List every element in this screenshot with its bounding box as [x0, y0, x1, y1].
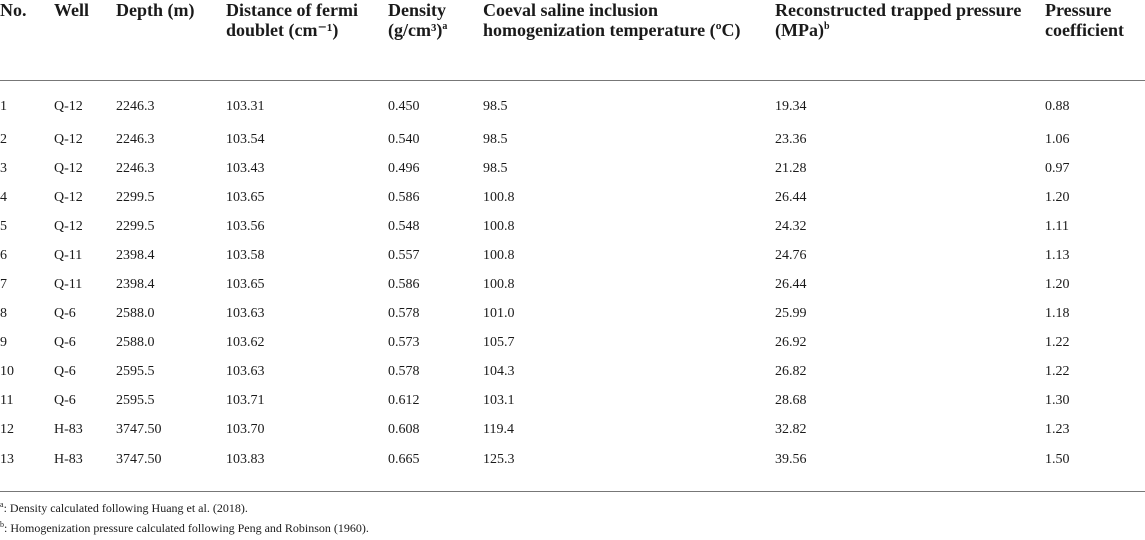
- cell-well: Q-12: [54, 189, 83, 205]
- cell-temperature: 105.7: [483, 334, 515, 350]
- table-bottom-rule: [0, 491, 1145, 492]
- cell-no: 12: [0, 421, 14, 437]
- cell-no: 13: [0, 452, 14, 467]
- cell-density: 0.665: [388, 452, 420, 467]
- cell-pressure-coefficient: 1.13: [1045, 247, 1070, 263]
- footnote-text: : Homogenization pressure calculated following Peng and Robinson (1960).: [4, 521, 369, 535]
- cell-pressure-coefficient: 1.23: [1045, 421, 1070, 437]
- cell-well: Q-6: [54, 363, 76, 379]
- cell-pressure: 24.76: [775, 247, 807, 263]
- cell-pressure-coefficient: 1.22: [1045, 334, 1070, 350]
- cell-temperature: 98.5: [483, 131, 508, 147]
- header-no: No.: [0, 0, 54, 81]
- footnotes: [0, 498, 1145, 538]
- cell-depth: 2588.0: [116, 305, 155, 321]
- cell-depth: 2246.3: [116, 99, 155, 114]
- footnote-marker-a: a: [442, 21, 448, 32]
- cell-pressure: 23.36: [775, 131, 807, 147]
- table-row: [0, 386, 1145, 415]
- cell-temperature: 100.8: [483, 218, 515, 234]
- cell-depth: 2398.4: [116, 276, 155, 292]
- footnote-b: [0, 518, 1145, 538]
- cell-fermi-doublet: 103.83: [226, 452, 265, 467]
- cell-density: 0.586: [388, 276, 420, 292]
- table-row: [0, 212, 1145, 241]
- cell-well: Q-11: [54, 247, 83, 263]
- table-row: [0, 154, 1145, 183]
- cell-well: Q-12: [54, 218, 83, 234]
- cell-temperature: 104.3: [483, 363, 515, 379]
- cell-fermi-doublet: 103.70: [226, 421, 265, 437]
- cell-well: Q-6: [54, 392, 76, 408]
- header-well: Well: [54, 0, 116, 81]
- cell-no: 10: [0, 363, 14, 379]
- cell-density: 0.578: [388, 305, 420, 321]
- cell-well: Q-6: [54, 305, 76, 321]
- cell-temperature: 103.1: [483, 392, 515, 408]
- cell-well: H-83: [54, 421, 83, 437]
- cell-no: 5: [0, 218, 7, 234]
- cell-no: 4: [0, 189, 7, 205]
- table-row: [0, 125, 1145, 154]
- cell-no: 1: [0, 99, 7, 114]
- cell-depth: 2595.5: [116, 363, 155, 379]
- table-row: [0, 270, 1145, 299]
- cell-no: 7: [0, 276, 7, 292]
- cell-pressure-coefficient: 1.20: [1045, 189, 1070, 205]
- header-density: Density $(g/cm^3)^a$: [388, 0, 483, 81]
- cell-density: 0.573: [388, 334, 420, 350]
- cell-pressure: 26.82: [775, 363, 807, 379]
- cell-pressure-coefficient: 1.20: [1045, 276, 1070, 292]
- cell-temperature: 119.4: [483, 421, 514, 437]
- cell-temperature: 100.8: [483, 247, 515, 263]
- table-row: [0, 81, 1145, 126]
- cell-temperature: 98.5: [483, 160, 508, 176]
- cell-no: 6: [0, 247, 7, 263]
- cell-pressure-coefficient: 1.18: [1045, 305, 1070, 321]
- cell-no: 11: [0, 392, 14, 408]
- cell-pressure: 26.44: [775, 189, 807, 205]
- table-row: [0, 299, 1145, 328]
- header-depth: Depth (m): [116, 0, 226, 81]
- cell-fermi-doublet: 103.56: [226, 218, 265, 234]
- cell-density: 0.612: [388, 392, 420, 408]
- cell-fermi-doublet: 103.54: [226, 131, 265, 147]
- table-row: [0, 328, 1145, 357]
- cell-pressure: 21.28: [775, 160, 807, 176]
- cell-no: 2: [0, 131, 7, 147]
- cell-depth: 3747.50: [116, 452, 162, 467]
- cell-density: 0.557: [388, 247, 420, 263]
- cell-pressure: 26.92: [775, 334, 807, 350]
- table-row: [0, 415, 1145, 444]
- header-trapped-pressure: Reconstructed trapped pressure (MPa)$^b$: [775, 0, 1045, 81]
- header-fermi-doublet: Distance of fermi doublet (cm⁻¹): [226, 0, 388, 81]
- cell-density: 0.548: [388, 218, 420, 234]
- cell-pressure: 19.34: [775, 99, 807, 114]
- cell-pressure: 26.44: [775, 276, 807, 292]
- cell-pressure-coefficient: 1.22: [1045, 363, 1070, 379]
- cell-pressure-coefficient: 1.30: [1045, 392, 1070, 408]
- footnote-a: [0, 498, 1145, 518]
- cell-pressure: 32.82: [775, 421, 807, 437]
- cell-well: Q-12: [54, 99, 83, 114]
- cell-fermi-doublet: 103.43: [226, 160, 265, 176]
- footnote-marker-b: b: [823, 21, 830, 32]
- cell-pressure-coefficient: 1.11: [1045, 218, 1069, 234]
- cell-well: Q-12: [54, 131, 83, 147]
- cell-well: Q-11: [54, 276, 83, 292]
- cell-pressure: 24.32: [775, 218, 807, 234]
- cell-fermi-doublet: 103.65: [226, 276, 265, 292]
- cell-depth: 2299.5: [116, 189, 155, 205]
- cell-no: 8: [0, 305, 7, 321]
- cell-fermi-doublet: 103.58: [226, 247, 265, 263]
- cell-fermi-doublet: 103.63: [226, 305, 265, 321]
- cell-well: Q-6: [54, 334, 76, 350]
- cell-pressure-coefficient: 0.88: [1045, 99, 1070, 114]
- cell-pressure-coefficient: 1.06: [1045, 131, 1070, 147]
- cell-well: H-83: [54, 452, 83, 467]
- cell-density: 0.540: [388, 131, 420, 147]
- table-row: [0, 241, 1145, 270]
- cell-temperature: 100.8: [483, 276, 515, 292]
- cell-no: 9: [0, 334, 7, 350]
- cell-temperature: 101.0: [483, 305, 515, 321]
- header-pressure-coefficient: Pressure coefficient: [1045, 0, 1145, 81]
- footnote-mark: b: [0, 520, 4, 529]
- cell-density: 0.496: [388, 160, 420, 176]
- table-body: [0, 81, 1145, 477]
- table-row: [0, 183, 1145, 212]
- footnote-mark: a: [0, 500, 4, 509]
- header-homogenization-temperature: Coeval saline inclusion homogenization temperature (ºC): [483, 0, 775, 81]
- cell-density: 0.608: [388, 421, 420, 437]
- cell-depth: 2246.3: [116, 131, 155, 147]
- footnote-text: : Density calculated following Huang et al. (2018).: [3, 501, 248, 515]
- cell-depth: 2299.5: [116, 218, 155, 234]
- cell-depth: 2246.3: [116, 160, 155, 176]
- cell-depth: 2398.4: [116, 247, 155, 263]
- cell-fermi-doublet: 103.63: [226, 363, 265, 379]
- header-row: [0, 0, 1145, 81]
- cell-pressure-coefficient: 1.50: [1045, 452, 1070, 467]
- cell-pressure: 28.68: [775, 392, 807, 408]
- cell-fermi-doublet: 103.31: [226, 99, 265, 114]
- cell-pressure-coefficient: 0.97: [1045, 160, 1070, 176]
- cell-no: 3: [0, 160, 7, 176]
- cell-density: 0.586: [388, 189, 420, 205]
- table-header: [0, 0, 1145, 81]
- cell-density: 0.450: [388, 99, 420, 114]
- cell-temperature: 125.3: [483, 452, 515, 467]
- table-row: [0, 444, 1145, 476]
- cell-temperature: 98.5: [483, 99, 508, 114]
- cell-depth: 2588.0: [116, 334, 155, 350]
- table-row: [0, 357, 1145, 386]
- cell-temperature: 100.8: [483, 189, 515, 205]
- cell-fermi-doublet: 103.71: [226, 392, 265, 408]
- cell-fermi-doublet: 103.62: [226, 334, 265, 350]
- cell-density: 0.578: [388, 363, 420, 379]
- cell-depth: 2595.5: [116, 392, 155, 408]
- cell-pressure: 39.56: [775, 452, 807, 467]
- cell-pressure: 25.99: [775, 305, 807, 321]
- cell-well: Q-12: [54, 160, 83, 176]
- cell-depth: 3747.50: [116, 421, 162, 437]
- cell-fermi-doublet: 103.65: [226, 189, 265, 205]
